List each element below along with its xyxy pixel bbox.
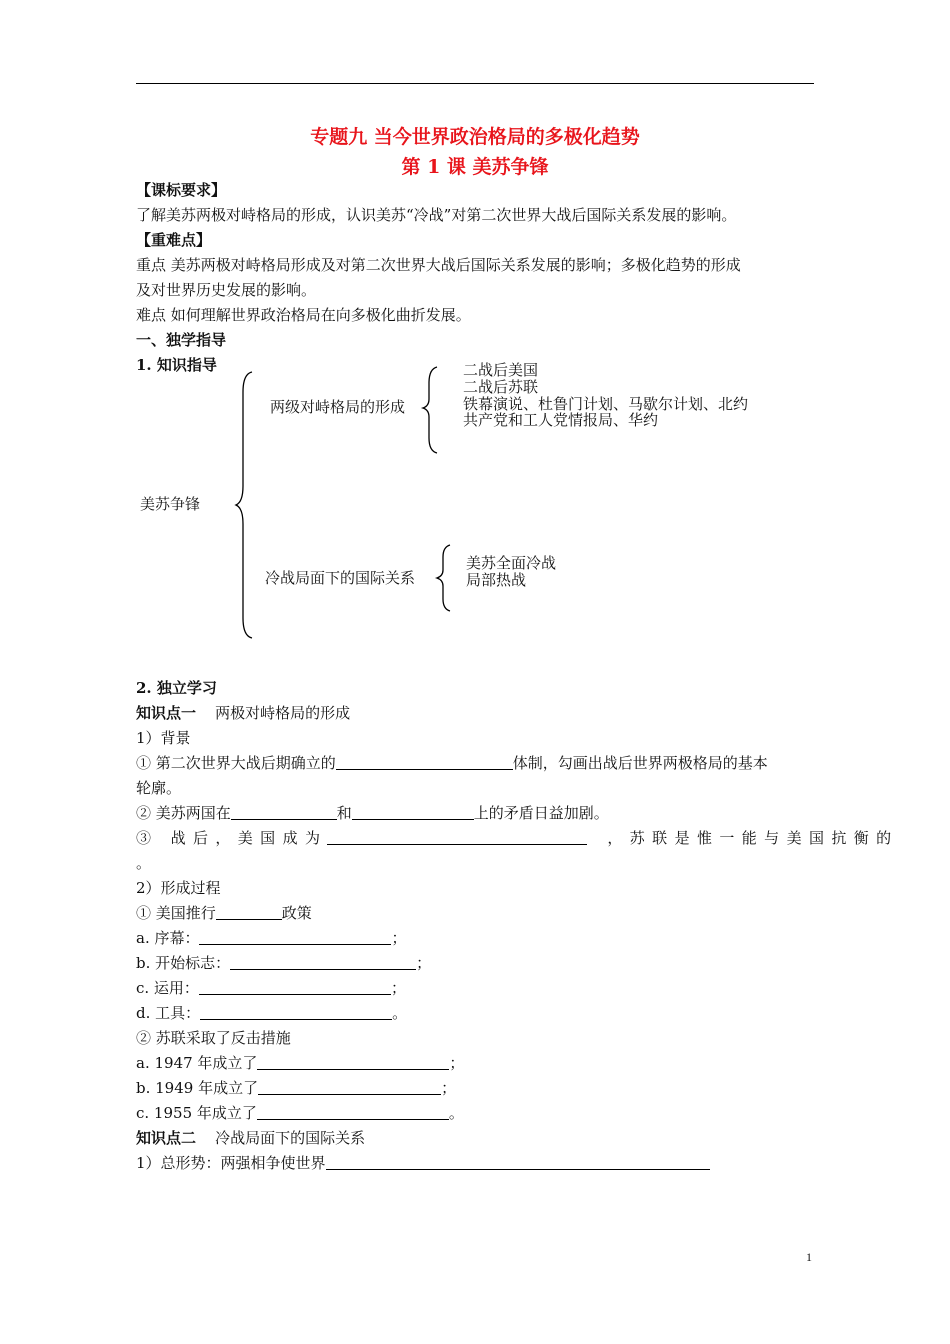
tree-item: 美苏全面冷战 (466, 554, 557, 572)
text: d. 工具： (136, 1004, 201, 1022)
difficult-point: 难点 如何理解世界政治格局在向多极化曲折发展。 (136, 306, 471, 324)
kp2-label: 知识点二 (136, 1129, 197, 1147)
text: ； (449, 1054, 465, 1072)
soviet-item-a (136, 1053, 464, 1073)
fill-blank[interactable] (199, 929, 391, 945)
text: ； (390, 979, 406, 997)
tree-item: 二战后苏联 (463, 378, 539, 396)
overall-situation (136, 1153, 710, 1173)
background-item-3 (136, 828, 899, 848)
kp1-label: 知识点一 (136, 704, 197, 722)
background-heading: 1）背景 (136, 729, 191, 747)
kebiao-heading: 【课标要求】 (136, 181, 227, 199)
text: ① 美国推行 (136, 904, 216, 922)
us-item-d (136, 1003, 407, 1023)
kp2-title: 冷战局面下的国际关系 (215, 1129, 366, 1147)
text: 1）总形势：两强相争使世界 (136, 1154, 326, 1172)
fill-blank[interactable] (257, 1054, 449, 1070)
kebiao-text: 了解美苏两极对峙格局的形成，认识美苏“冷战”对第二次世界大战后国际关系发展的影响。 (136, 206, 737, 224)
text: 。 (448, 1104, 464, 1122)
soviet-item-c (136, 1103, 464, 1123)
tree-item: 局部热战 (466, 571, 527, 589)
text: ； (416, 954, 432, 972)
text: a. 序幕： (136, 929, 200, 947)
page-number: 1 (806, 1250, 812, 1264)
knowledge-guide-heading: 1. 知识指导 (136, 356, 217, 374)
us-item-a (136, 928, 407, 948)
tree-branch-formation: 两级对峙格局的形成 (270, 398, 406, 416)
fill-blank[interactable] (230, 954, 416, 970)
text: ； (441, 1079, 457, 1097)
text: ，苏联是惟一能与美国抗衡的 (607, 829, 899, 847)
us-item-b (136, 953, 431, 973)
fill-blank[interactable] (216, 904, 282, 920)
background-item-1 (136, 753, 768, 773)
fill-blank[interactable] (231, 804, 337, 820)
background-item-2 (136, 803, 609, 823)
us-item-c (136, 978, 406, 998)
text: ③ 战后，美国成为 (136, 829, 328, 847)
background-item-3-cont: 。 (136, 854, 152, 872)
fill-blank[interactable] (352, 804, 474, 820)
fill-blank[interactable] (326, 1154, 710, 1170)
text: ① 第二次世界大战后期确立的 (136, 754, 336, 772)
text: c. 1955 年成立了 (136, 1104, 257, 1122)
text: 和 (336, 804, 352, 822)
tree-branch-cold-war: 冷战局面下的国际关系 (265, 569, 416, 587)
background-item-1-cont: 轮廓。 (136, 779, 182, 797)
part-one-heading: 一、独学指导 (136, 331, 227, 349)
fill-blank[interactable] (199, 979, 391, 995)
text: 上的矛盾日益加剧。 (473, 804, 609, 822)
tree-item: 铁幕演说、杜鲁门计划、马歇尔计划、北约 (463, 395, 749, 413)
text: a. 1947 年成立了 (136, 1054, 258, 1072)
zhongnan-heading: 【重难点】 (136, 231, 212, 249)
soviet-item-b (136, 1078, 456, 1098)
knowledge-point-one (136, 703, 350, 723)
text: ② 美苏两国在 (136, 804, 231, 822)
text: b. 开始标志： (136, 954, 231, 972)
key-point-line1: 重点 美苏两极对峙格局形成及对第二次世界大战后国际关系发展的影响；多极化趋势的形成 (136, 256, 741, 274)
process-heading: 2）形成过程 (136, 879, 221, 897)
fill-blank[interactable] (258, 1079, 441, 1095)
text: 政策 (281, 904, 312, 922)
lesson-title: 第 1 课 美苏争锋 (401, 156, 549, 178)
fill-blank[interactable] (336, 754, 513, 770)
fill-blank[interactable] (327, 829, 587, 845)
tree-item: 二战后美国 (463, 361, 539, 379)
soviet-measures: ② 苏联采取了反击措施 (136, 1029, 291, 1047)
text: 体制，勾画出战后世界两极格局的基本 (512, 754, 768, 772)
tree-root: 美苏争锋 (140, 495, 201, 513)
us-policy (136, 903, 312, 923)
key-point-line2: 及对世界历史发展的影响。 (136, 281, 317, 299)
independent-study-heading: 2. 独立学习 (136, 679, 217, 697)
kp1-title: 两极对峙格局的形成 (215, 704, 351, 722)
text: c. 运用： (136, 979, 199, 997)
tree-item: 共产党和工人党情报局、华约 (463, 411, 659, 429)
knowledge-point-two (136, 1128, 365, 1148)
fill-blank[interactable] (257, 1104, 449, 1120)
text: b. 1949 年成立了 (136, 1079, 259, 1097)
text: ； (391, 929, 407, 947)
text: 。 (392, 1004, 408, 1022)
fill-blank[interactable] (200, 1004, 392, 1020)
topic-title: 专题九 当今世界政治格局的多极化趋势 (310, 126, 640, 148)
